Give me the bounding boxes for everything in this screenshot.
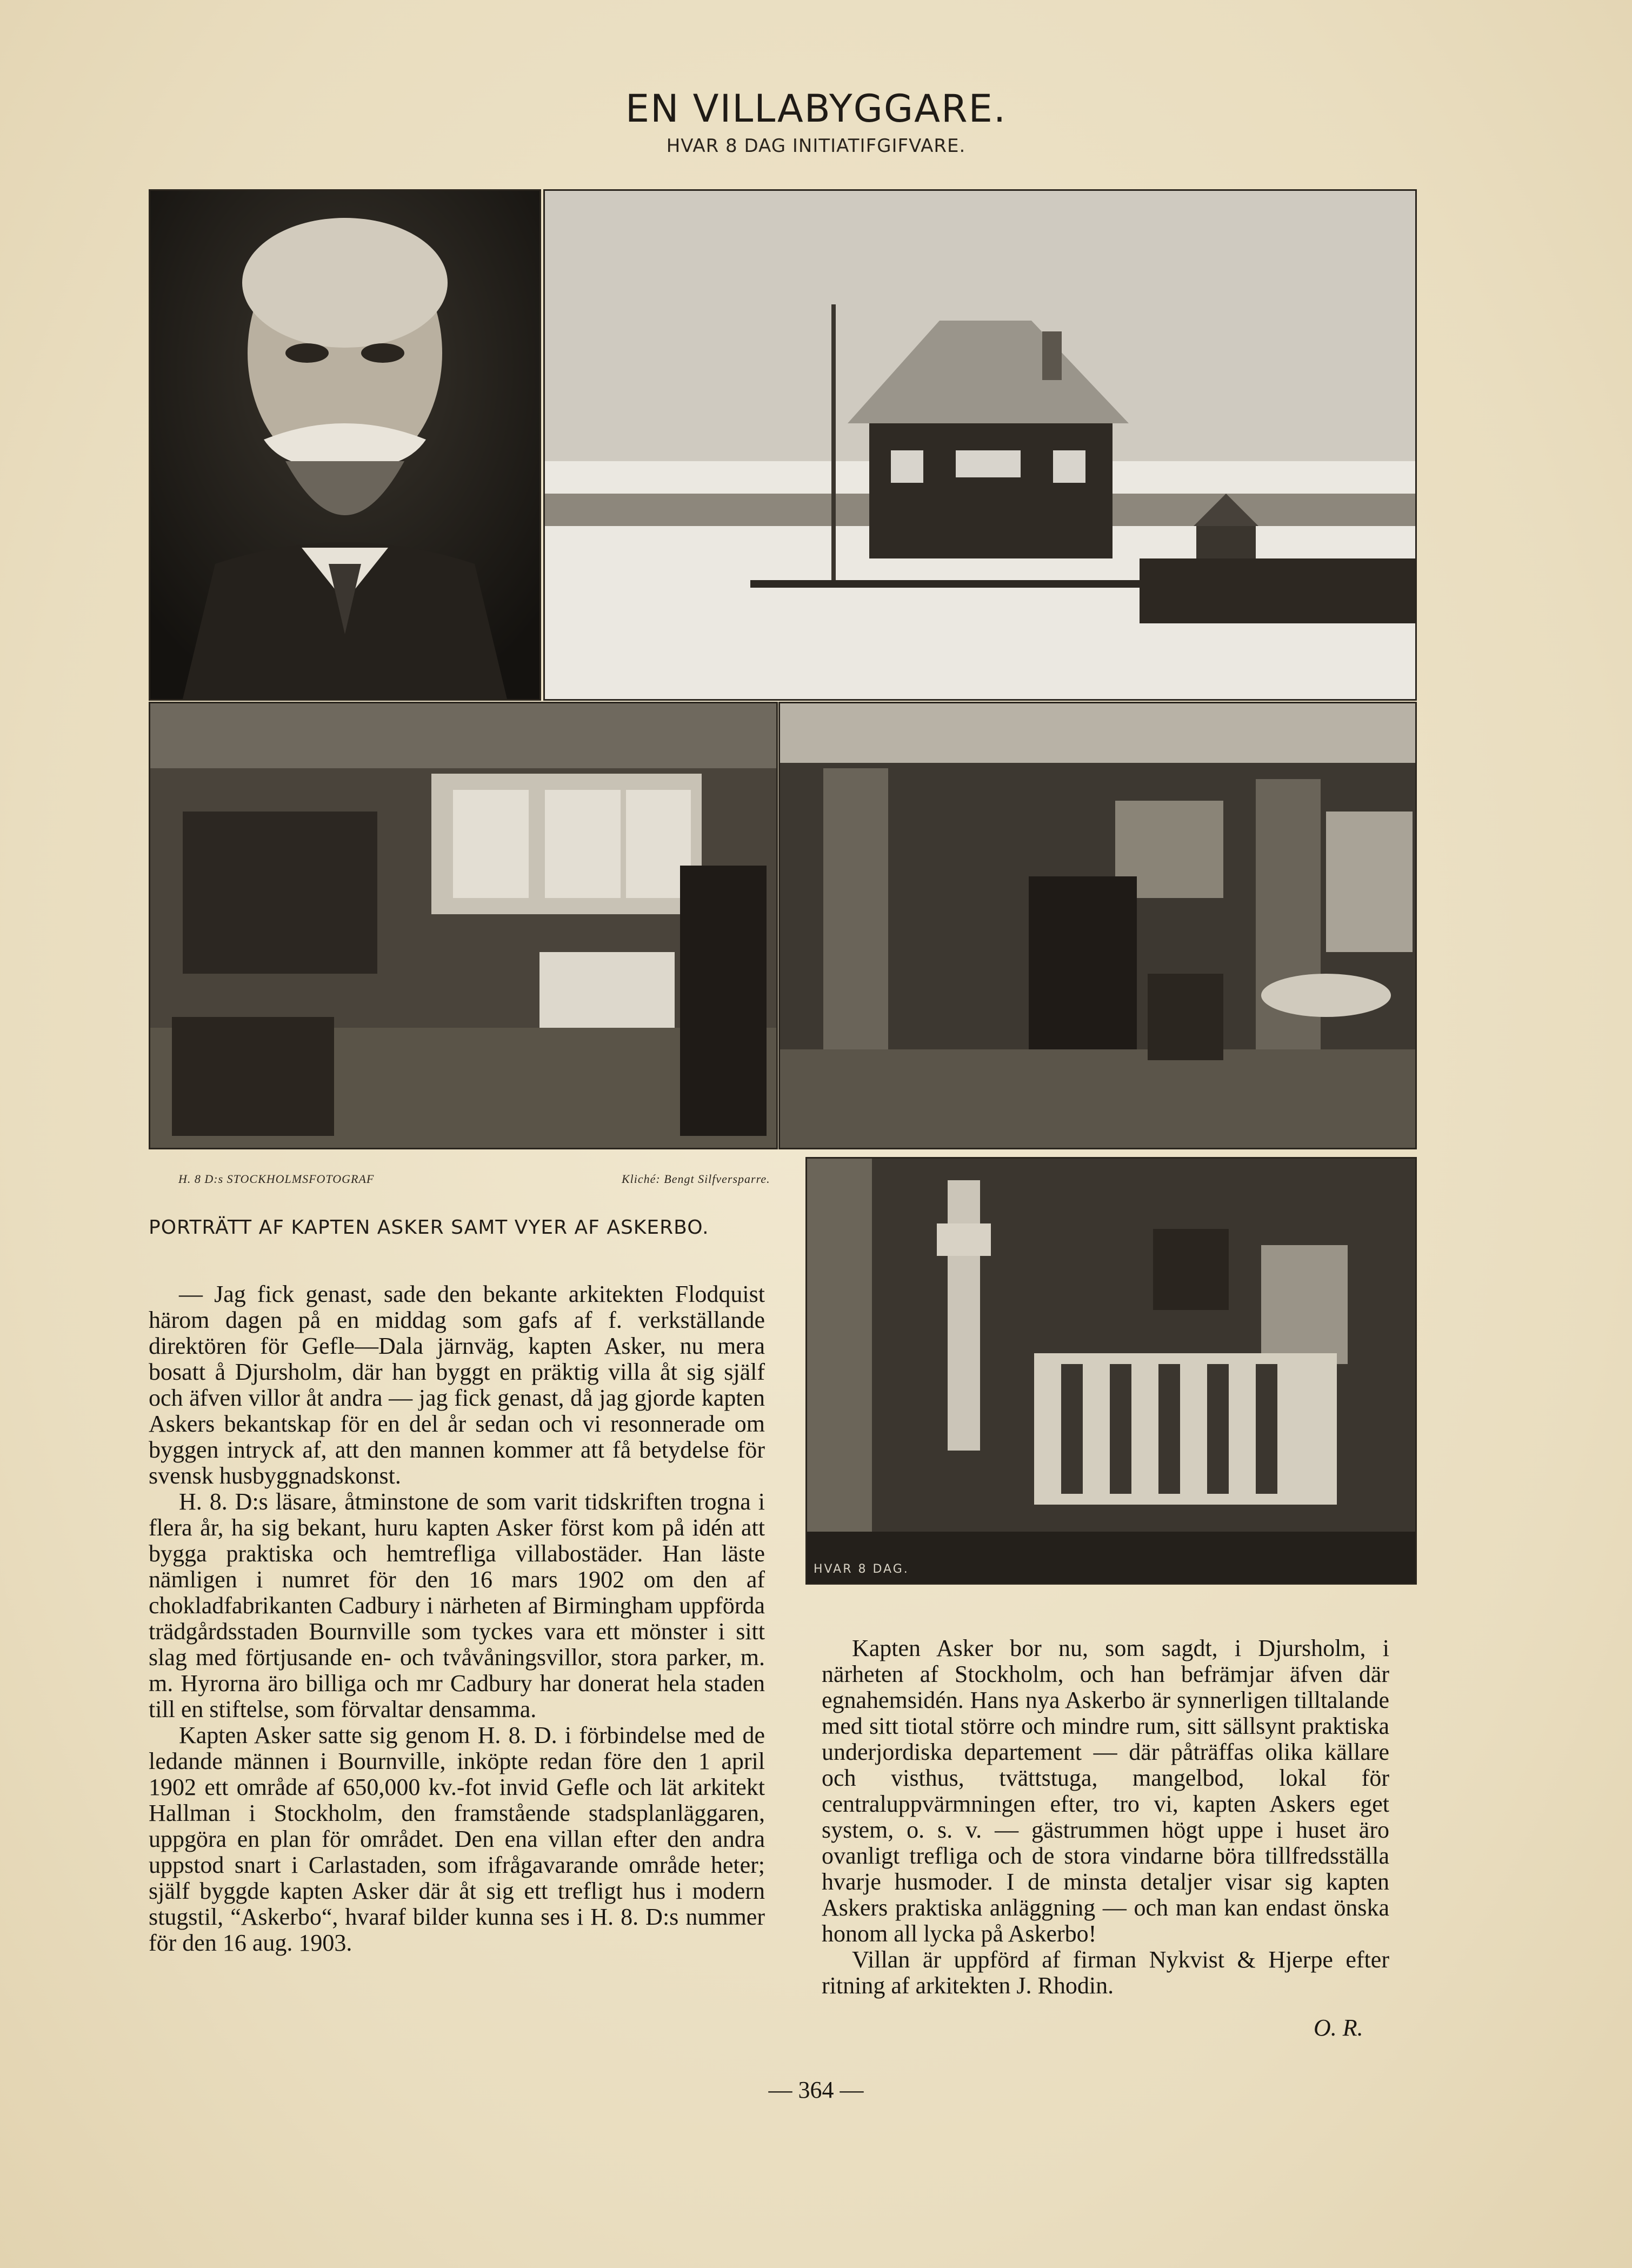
paragraph: Kapten Asker bor nu, som sagdt, i Djursholm, i närheten af Stockholm, och han befrämjar äfven där egnahemsidén. Hans nya Askerbo är synnerligen tilltalande med sitt tiotal större och mindre rum, sitt sällsynt praktiska underjordiska departement — där påträffas olika källare och visthus, tvättstuga, mangelbod, lokal för centraluppvärmningen efter, tro vi, kapten Askers eget system, o. s. v. — gästrummen högt uppe i huset äro ovanligt trefliga och de stora vindarne böra tillfredsställa hvarje husmoder. I de minsta detaljer visar sig kapten Askers praktiska anläggning — och man kan endast önska honom all lycka på Askerbo! (822, 1635, 1389, 1947)
photographer-credit: H. 8 D:s STOCKHOLMSFOTOGRAF (178, 1172, 375, 1186)
villa-exterior-photo (543, 189, 1417, 701)
paragraph: — Jag fick genast, sade den bekante arkitekten Flodquist härom dagen på en middag som gafs af f. verkställande direktören för Gefle—Dala järnväg, kapten Asker, nu mera bosatt å Djursholm, där han byggt en präktig villa åt sig själf och äfven villor åt andra — jag fick genast, då jag gjorde kapten Askers bekantskap för en del år sedan och vi resonnerade om byggen intryck af, att den mannen kommer att få betydelse för svensk husbyggnadskonst. (149, 1281, 765, 1489)
portrait-photo (149, 189, 541, 701)
article-title: EN VILLABYGGARE. (625, 87, 1007, 131)
article-right-column (822, 1635, 1389, 1999)
article-subtitle: HVAR 8 DAG INITIATIFGIFVARE. (666, 135, 966, 157)
photo-watermark: HVAR 8 DAG. (814, 1562, 909, 1576)
study-room-photo (149, 702, 778, 1149)
page-number: — 364 — (768, 2077, 864, 2103)
stair-hall-photo (805, 1157, 1417, 1585)
paragraph: H. 8. D:s läsare, åtminstone de som varit tidskriften trogna i flera år, ha sig bekant, huru kapten Asker först kom på idén att bygga praktiska och hemtrefliga villabostäder. Han läste nämligen i numret för den 16 mars 1902 om den af chokladfabrikanten Cadbury i närheten af Birmingham uppförda trädgårdsstaden Bournville som tyckes vara ett mönster i sitt slag med förtjusande en- och tvåvåningsvillor, stora parker, m. m. Hyrorna äro billiga och mr Cadbury har donerat hela staden till en stiftelse, som förvaltar densamma. (149, 1488, 765, 1722)
photo-caption: PORTRÄTT AF KAPTEN ASKER SAMT VYER AF ASKERBO. (149, 1216, 709, 1239)
article-left-column (149, 1281, 765, 1956)
living-room-photo (778, 702, 1417, 1149)
paragraph: Kapten Asker satte sig genom H. 8. D. i förbindelse med de ledande männen i Bournville, inköpte redan före den 1 april 1902 ett område af 650,000 kv.-fot invid Gefle och lät arkitekt Hallman i Stockholm, den framstående stadsplanläggaren, uppgöra en plan för området. Den ena villan efter den andra uppstod snart i Carlastaden, som ifrågavarande område heter; själf byggde kapten Asker där åt sig ett trefligt hus i modern stugstil, “Askerbo“, hvaraf bilder kunna ses i H. 8. D:s nummer för den 16 aug. 1903. (149, 1722, 765, 1956)
paragraph: Villan är uppförd af firman Nykvist & Hjerpe efter ritning af arkitekten J. Rhodin. (822, 1946, 1389, 1999)
author-signature: O. R. (1314, 2014, 1363, 2041)
cliche-credit: Kliché: Bengt Silfversparre. (622, 1172, 770, 1186)
